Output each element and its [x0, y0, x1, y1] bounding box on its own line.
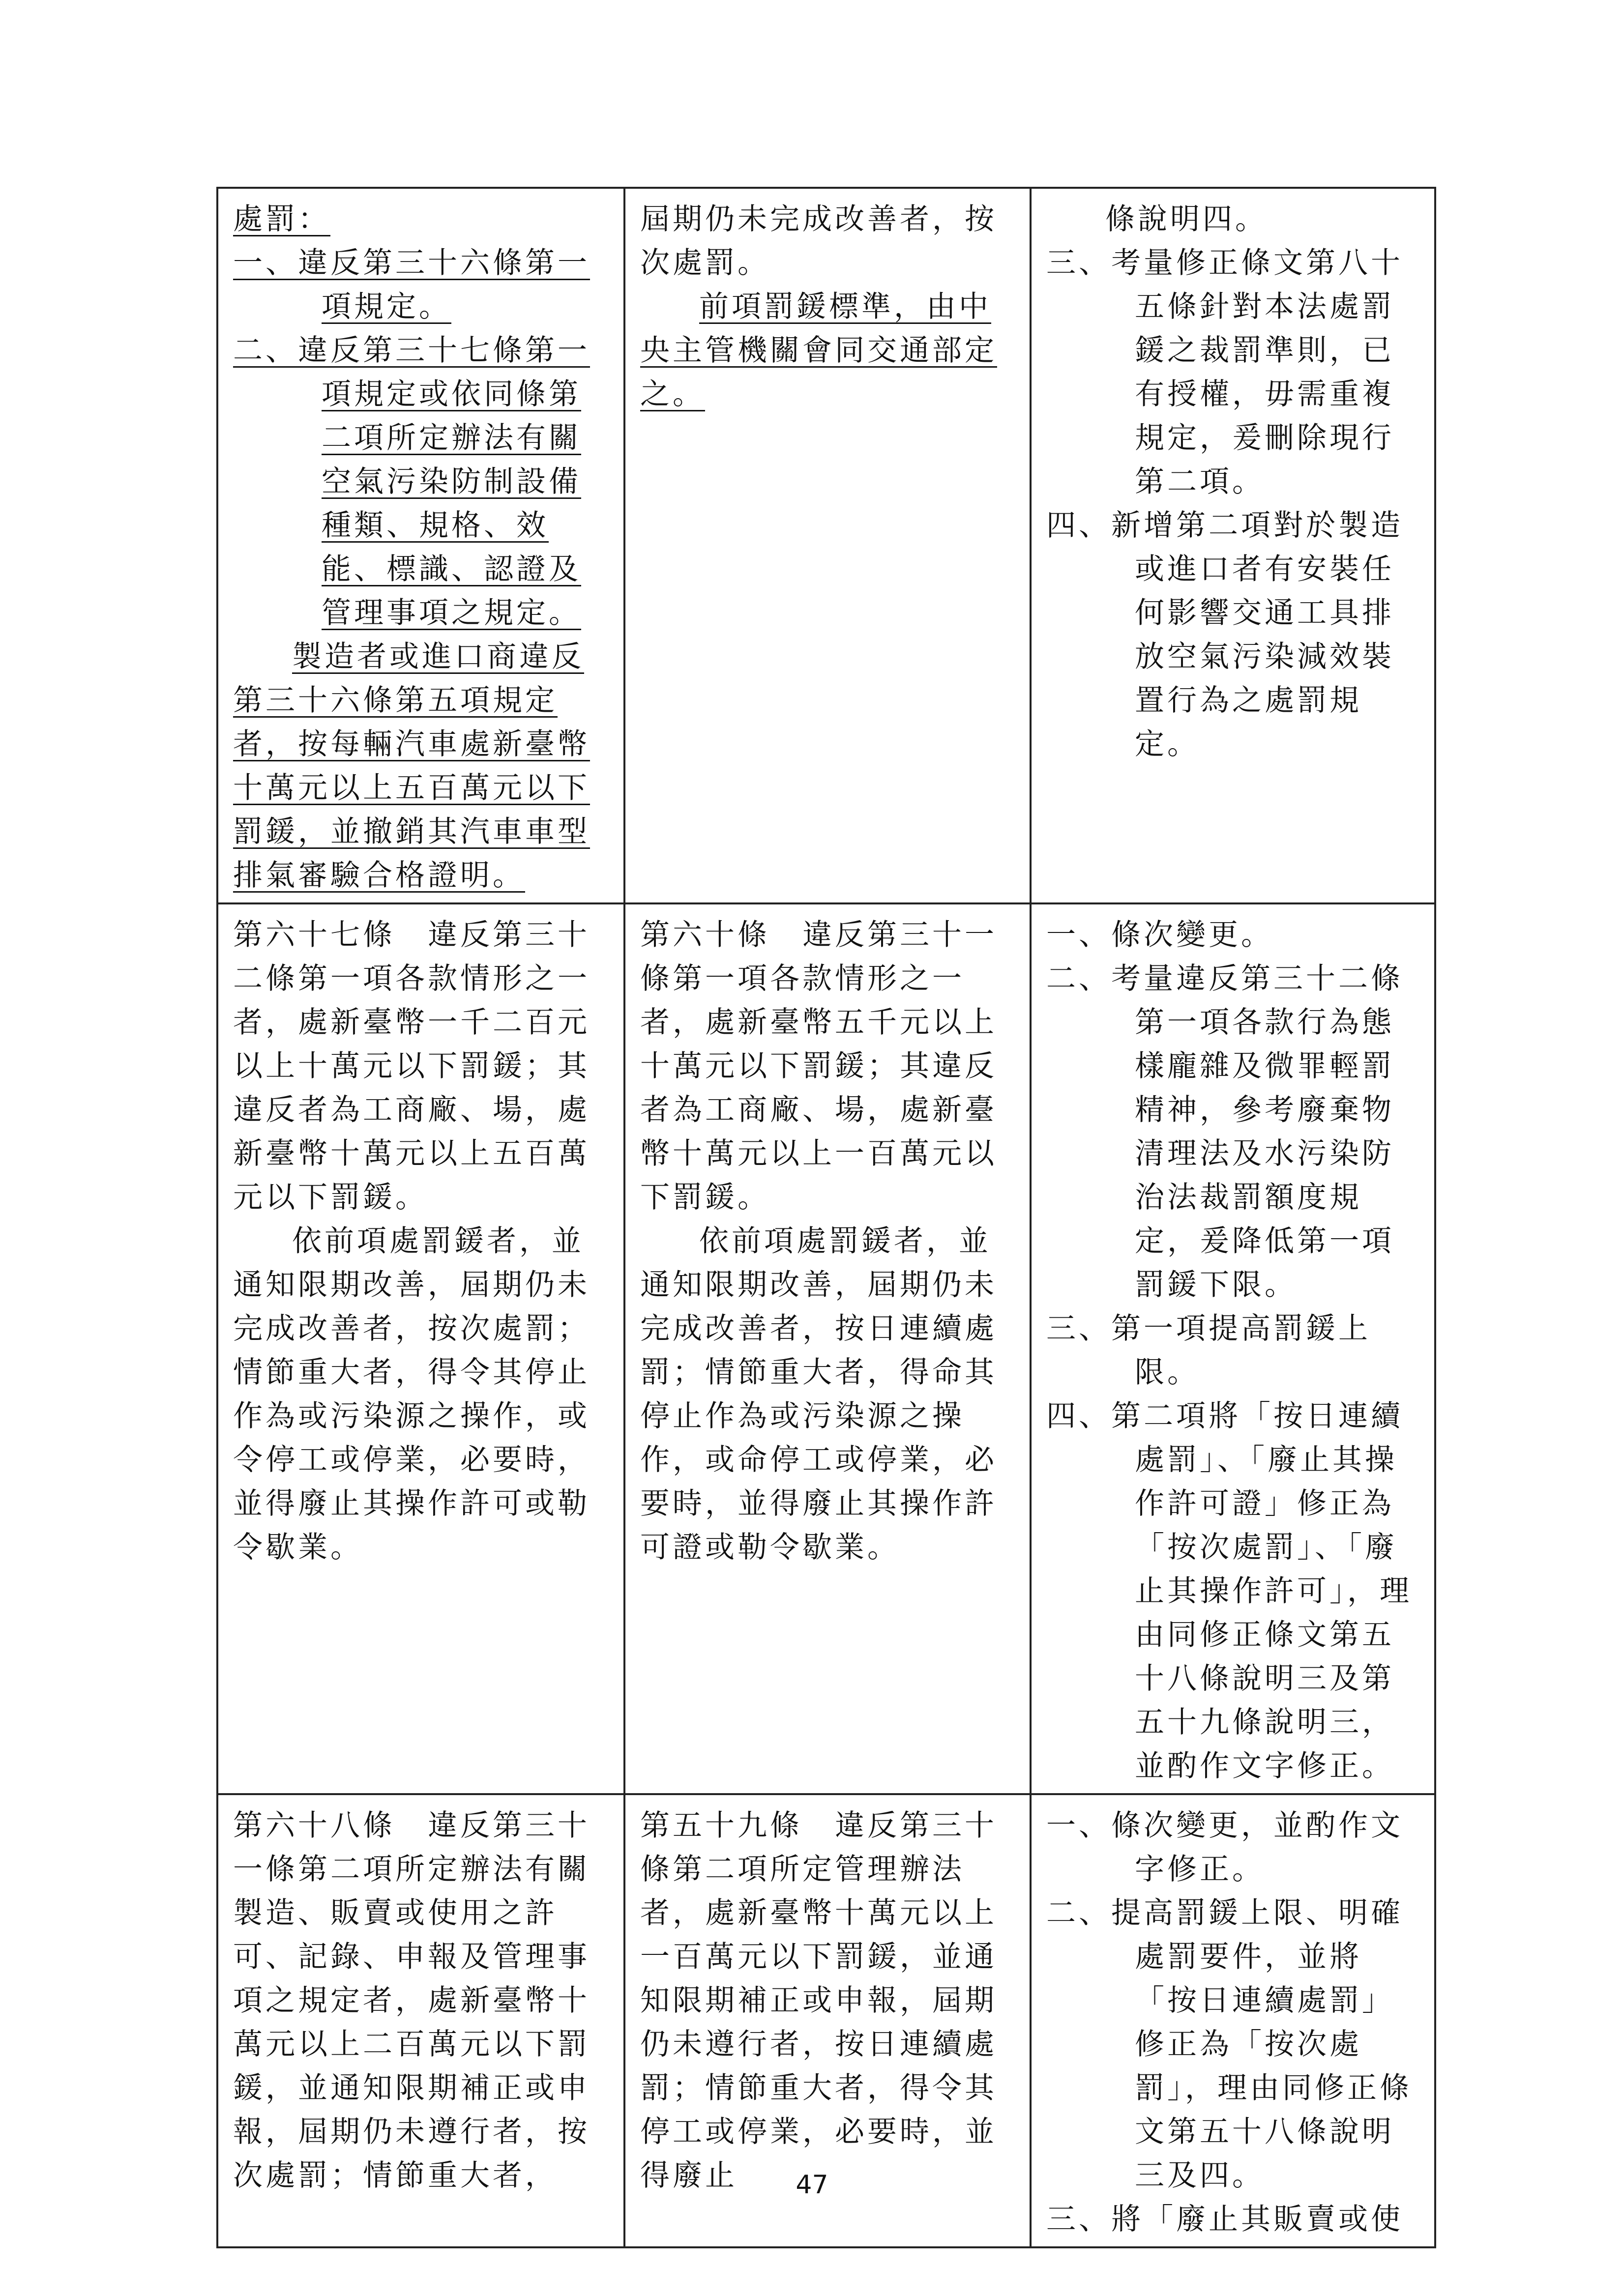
cell-paragraph: 條說明四。: [1105, 202, 1268, 236]
cell-paragraph: 四、第二項將「按日連續處罰」、「廢止其操作許可證」修正為「按次處罰」、「廢止其操作許可」，理由同修正條文第五十八條說明三及第五十九條說明三，並酌作文字修正。: [1046, 1399, 1412, 1783]
cell-paragraph: 製造者或進口商違反第三十六條第五項規定者，按每輛汽車處新臺幣十萬元以上五百萬元以下罰鍰，並撤銷其汽車車型排氣審驗合格證明。: [233, 639, 590, 893]
cell-paragraph: 四、新增第二項對於製造或進口者有安裝任何影響交通工具排放空氣污染減效裝置行為之處罰規定。: [1046, 508, 1403, 761]
cell-paragraph: 第六十八條 違反第三十一條第二項所定辦法有關製造、販賣或使用之許可、記錄、申報及管理事項之規定者，處新臺幣十萬元以上二百萬元以下罰鍰，並通知限期補正或申報，屆期仍未遵行者，按次處罰；情節重大者，: [233, 1808, 590, 2193]
amended-article-cell: [217, 188, 624, 903]
current-article-cell: [624, 903, 1031, 1794]
explanation-cell: [1031, 903, 1435, 1794]
cell-paragraph: 二、提高罰鍰上限、明確處罰要件，並將「按日連續處罰」修正為「按次處罰」，理由同修正條文第五十八條說明三及四。: [1046, 1896, 1412, 2193]
cell-paragraph: 前項罰鍰標準，由中央主管機關會同交通部定之。: [640, 290, 997, 411]
cell-paragraph: 第六十條 違反第三十一條第一項各款情形之一者，處新臺幣五千元以上十萬元以下罰鍰；其違反者為工商廠、場，處新臺幣十萬元以上一百萬元以下罰鍰。: [640, 918, 997, 1215]
cell-paragraph: 第五十九條 違反第三十條第二項所定管理辦法者，處新臺幣十萬元以上一百萬元以下罰鍰，並通知限期補正或申報，屆期仍未遵行者，按日連續處罰；情節重大者，得令其停工或停業，必要時，並得廢止: [640, 1808, 997, 2193]
cell-paragraph: 屆期仍未完成改善者，按次處罰。: [640, 202, 997, 280]
table-body: [217, 188, 1435, 2247]
cell-paragraph: 一、違反第三十六條第一項規定。: [233, 246, 590, 324]
cell-paragraph: 三、考量修正條文第八十五條針對本法處罰鍰之裁罰準則，已有授權，毋需重複規定，爰刪除現行第二項。: [1046, 246, 1403, 499]
cell-paragraph: 依前項處罰鍰者，並通知限期改善，屆期仍未完成改善者，按日連續處罰；情節重大者，得命其停止作為或污染源之操作，或命停工或停業，必要時，並得廢止其操作許可證或勒令歇業。: [640, 1224, 997, 1565]
amended-article-cell: [217, 903, 624, 1794]
current-article-cell: [624, 188, 1031, 903]
cell-paragraph: 依前項處罰鍰者，並通知限期改善，屆期仍未完成改善者，按次處罰；情節重大者，得令其停止作為或污染源之操作，或令停工或停業，必要時，並得廢止其操作許可或勒令歇業。: [233, 1224, 590, 1565]
cell-paragraph: 三、將「廢止其販賣或使: [1046, 2202, 1403, 2237]
page-number: 47: [796, 2170, 828, 2200]
cell-paragraph: 第六十七條 違反第三十二條第一項各款情形之一者，處新臺幣一千二百元以上十萬元以下罰鍰；其違反者為工商廠、場，處新臺幣十萬元以上五百萬元以下罰鍰。: [233, 918, 590, 1215]
cell-paragraph: 二、考量違反第三十二條第一項各款行為態樣龐雜及微罪輕罰精神，參考廢棄物清理法及水污染防治法裁罰額度規定，爰降低第一項罰鍰下限。: [1046, 961, 1403, 1302]
comparison-table: [216, 187, 1436, 2248]
explanation-cell: [1031, 188, 1435, 903]
cell-paragraph: 處罰：: [233, 202, 330, 236]
table-row: [217, 903, 1435, 1794]
table-row: [217, 188, 1435, 903]
cell-paragraph: 二、違反第三十七條第一項規定或依同條第二項所定辦法有關空氣污染防制設備種類、規格、效能、標識、認證及管理事項之規定。: [233, 333, 590, 630]
cell-paragraph: 一、條次變更。: [1046, 918, 1273, 952]
cell-paragraph: 三、第一項提高罰鍰上限。: [1046, 1311, 1371, 1390]
cell-paragraph: 一、條次變更，並酌作文字修正。: [1046, 1808, 1403, 1887]
